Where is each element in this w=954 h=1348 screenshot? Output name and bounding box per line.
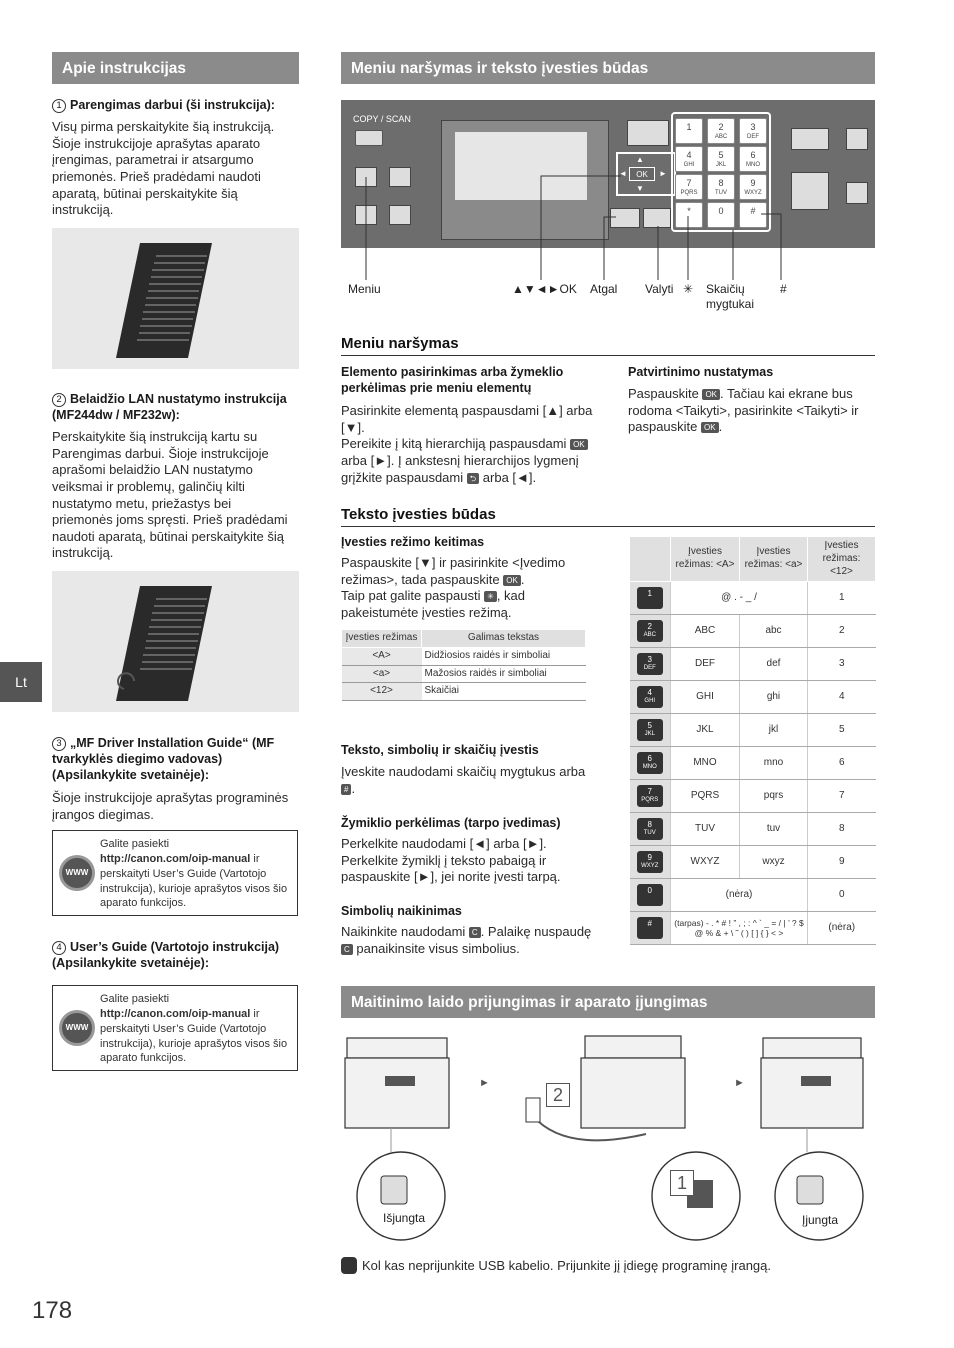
table-cell: mno [740, 747, 808, 780]
ok-button[interactable]: OK [629, 167, 655, 181]
keypad-key[interactable]: 2 ABC [707, 118, 735, 144]
key-icon: 6 MNO [637, 752, 663, 774]
table-cell: <A> [342, 647, 422, 665]
s1-text: Visų pirma perskaitykite šią instrukciją. Šioje instrukcijoje aprašytas aparato įrengimas, parametrai ir atsargumo priemonės. Prieš pradėdami naudoti aparatą, būtinai perskaitykite šią instrukciją. [52, 119, 275, 218]
table-cell: DEF [671, 648, 740, 681]
s2-text: Perskaitykite šią instrukciją kartu su Parengimas darbui. Šioje instrukcijoje aprašomi belaidžio LAN nustatymo veiksmai ir problemų, galinčių kilti nustatymo metu, priežastys bei priemonės joms spręsti. Prieš pradėdami naudoti aparatą, būtinai perskaitykite šią instrukciją. [52, 429, 288, 561]
keypad-key[interactable]: # [739, 202, 767, 228]
s1-number: 1 [52, 99, 66, 113]
table-cell: 2 [808, 615, 876, 648]
keypad-key[interactable]: 6 MNO [739, 146, 767, 172]
label-arrows: ▲▼◄►OK [512, 282, 577, 296]
star-key-icon: ✳ [484, 591, 497, 602]
up-arrow-icon[interactable]: ▲ [636, 155, 644, 164]
key-cell [630, 879, 671, 912]
table-row [630, 615, 876, 648]
table-cell: 8 [808, 813, 876, 846]
copy-scan-label: COPY / SCAN [353, 114, 411, 124]
keypad-key[interactable]: 9 WXYZ [739, 174, 767, 200]
key-icon: 5 JKL [637, 719, 663, 741]
booklet-image-2 [52, 571, 299, 712]
table-row [630, 747, 876, 780]
hash-key-icon: # [341, 784, 351, 795]
label-star: ✳ [683, 282, 694, 296]
table-row [630, 780, 876, 813]
key-icon: 3 DEF [637, 653, 663, 675]
key-cell [630, 648, 671, 681]
table-cell: <a> [342, 665, 422, 683]
next-arrow-icon: ► [479, 1077, 490, 1089]
menu-nav-title: Meniu naršymas [341, 334, 875, 356]
table-cell: PQRS [671, 780, 740, 813]
key-cell [630, 780, 671, 813]
table-row [630, 813, 876, 846]
caution-hand-icon [341, 1257, 357, 1274]
www-icon: WWW [59, 855, 95, 891]
key-cell [630, 813, 671, 846]
keypad-key[interactable]: 4 GHI [675, 146, 703, 172]
step-2-badge: 2 [546, 1083, 570, 1107]
s1-title: 1 Parengimas darbui (ši instrukcija): [52, 97, 299, 113]
s4-title: 4 User’s Guide (Vartotojo instrukcija) (Apsilankykite svetainėje): [52, 940, 280, 970]
confirm-text: Paspauskite OK . Tačiau kai ekrane bus rodoma <Taikyti>, pasirinkite <Taikyti> ir paspauskite OK . [628, 386, 859, 435]
cursor-text: Perkelkite naudodami [◄] arba [►]. Perkelkite žymiklį į teksto pabaigą ir paspauskite [►], jei norite įvesti tarpą. [341, 836, 561, 885]
manual-link[interactable]: http://canon.com/oip-manual [100, 1007, 251, 1020]
table-row [630, 582, 876, 615]
info-box-1: WWW Galite pasiekti http://canon.com/oip-manual ir perskaityti User’s Guide (Vartotojo instrukcija), kurioje aprašytos visos šio aparato funkcijos. [52, 830, 298, 916]
booklet-image-1 [52, 228, 299, 369]
nav-select-title: Elemento pasirinkimas arba žymeklio perkėlimas prie meniu elementų [341, 365, 564, 395]
key-cell [630, 615, 671, 648]
table-cell: GHI [671, 681, 740, 714]
cursor-title: Žymiklio perkėlimas (tarpo įvedimas) [341, 816, 561, 830]
keypad-key[interactable]: 7 PQRS [675, 174, 703, 200]
key-icon: 8 TUV [637, 818, 663, 840]
table-cell: tuv [740, 813, 808, 846]
table-row [342, 647, 586, 665]
label-numeric-keys: Skaičių mygtukai [706, 282, 755, 312]
table-row [342, 665, 586, 683]
key-cell [630, 714, 671, 747]
power-off-label: Išjungta [383, 1211, 426, 1225]
table-cell: ABC [671, 615, 740, 648]
text-entry-title: Teksto įvesties būdas [341, 505, 875, 527]
table-cell: 7 [808, 780, 876, 813]
table-row [630, 846, 876, 879]
s3-title: 3 „MF Driver Installation Guide“ (MF tvarkyklės diegimo vadovas) (Apsilankykite svetainėje): [52, 736, 275, 782]
input-mode-table: Įvesties režimas Galimas tekstas <A> Didžiosios raidės ir simboliai <a> Mažosios raidės ir simboliai <12> Skaičiai [341, 629, 586, 701]
table-cell: MNO [671, 747, 740, 780]
table-cell: 6 [808, 747, 876, 780]
table-cell: pqrs [740, 780, 808, 813]
key-icon: 0 [637, 884, 663, 906]
right-section-heading: Meniu naršymas ir teksto įvesties būdas [341, 52, 875, 84]
right-arrow-icon[interactable]: ► [659, 169, 667, 178]
back-key-icon: ⮌ [467, 473, 479, 484]
left-section-heading: Apie instrukcijas [52, 52, 299, 84]
page-number: 178 [32, 1297, 73, 1324]
table-cell: def [740, 648, 808, 681]
delete-text: Naikinkite naudodami C . Palaikę nuspaudę C panaikinsite visus simbolius. [341, 924, 592, 956]
key-character-table: Įvesties režimas: <A> Įvesties režimas: <a> Įvesties režimas: <12> 1 @ . - _ / 1 2 ABC ABC abc 2 3 DEF DEF def 3 4 GHI GHI ghi 4 5 JKL JKL jkl 5 6 MNO MNO mno 6 7 PQRS PQRS pqrs 7 8 TUV TUV tuv 8 9 WXYZ WXYZ wxyz 9 0 (nėra) 0 # (tarpas) - . * # ! ” , ; : ^ ` _ = / | ’ ? $ @ % & + \ ˜ ( ) [ ] { } < > (nėra) [629, 536, 876, 945]
keypad-key[interactable]: 8 TUV [707, 174, 735, 200]
label-hash: # [780, 282, 787, 296]
table-cell: Didžiosios raidės ir simboliai [422, 647, 586, 665]
table-cell: 9 [808, 846, 876, 879]
keypad-key[interactable]: * [675, 202, 703, 228]
table-cell: (nėra) [671, 879, 808, 912]
s2-title: 2 Belaidžio LAN nustatymo instrukcija (MF244dw / MF232w): [52, 392, 287, 422]
ok-key-icon: OK [702, 389, 720, 400]
table-cell: (nėra) [808, 912, 876, 945]
label-clear: Valyti [645, 282, 674, 296]
booklet-illustration [52, 571, 299, 712]
table-cell: 4 [808, 681, 876, 714]
key-icon: 4 GHI [637, 686, 663, 708]
s3-text: Šioje instrukcijoje aprašytas programinės įrangos diegimas. [52, 790, 289, 822]
table-cell: 0 [808, 879, 876, 912]
left-arrow-icon[interactable]: ◄ [619, 169, 627, 178]
key-icon: 1 [637, 587, 663, 609]
table-cell: Mažosios raidės ir simboliai [422, 665, 586, 683]
mode-change-title: Įvesties režimo keitimas [341, 535, 485, 549]
table-cell: 1 [808, 582, 876, 615]
clear-key-icon: C [469, 927, 481, 938]
table-cell: abc [740, 615, 808, 648]
keypad-key[interactable]: 3 DEF [739, 118, 767, 144]
callout-lines [341, 100, 875, 290]
ok-key-icon: OK [701, 422, 719, 433]
clear-key-icon: C [341, 944, 353, 955]
table-cell: Skaičiai [422, 683, 586, 701]
keypad-key[interactable]: 1 [675, 118, 703, 144]
keypad-key[interactable]: 0 [707, 202, 735, 228]
power-on-label: Įjungta [802, 1213, 839, 1227]
table-cell: @ . - _ / [671, 582, 808, 615]
mode-change-text: Paspauskite [▼] ir pasirinkite <Įvedimo režimas>, tada paspauskite OK . Taip pat galite paspausti ✳ , kad pakeistumėte įvesties režimą. [341, 555, 566, 620]
usb-note: Kol kas neprijunkite USB kabelio. Prijunkite jį įdiegę programinę įrangą. [362, 1258, 771, 1273]
key-cell [630, 912, 671, 945]
ok-key-icon: OK [570, 439, 588, 450]
table-cell: <12> [342, 683, 422, 701]
nav-select-text: Pasirinkite elementą paspausdami [▲] arba [▼]. Pereikite į kitą hierarchiją paspausdami OK arba [►]. Į ankstesnį hierarchijos lygmenį grįžkite paspausdami ⮌ arba [◄]. [341, 403, 593, 485]
table-cell: TUV [671, 813, 740, 846]
table-row [630, 714, 876, 747]
booklet-illustration [52, 228, 299, 369]
ok-key-icon: OK [503, 575, 521, 586]
table-cell: WXYZ [671, 846, 740, 879]
manual-link[interactable]: http://canon.com/oip-manual [100, 852, 251, 865]
down-arrow-icon[interactable]: ▼ [636, 184, 644, 193]
key-cell [630, 846, 671, 879]
next-arrow-icon: ► [734, 1077, 745, 1089]
table-cell: wxyz [740, 846, 808, 879]
confirm-title: Patvirtinimo nustatymas [628, 365, 774, 379]
table-cell: 3 [808, 648, 876, 681]
table-cell: (tarpas) - . * # ! ” , ; : ^ ` _ = / | ’ ? $ @ % & + \ ˜ ( ) [ ] { } < > [671, 912, 808, 945]
key-cell [630, 681, 671, 714]
key-cell [630, 582, 671, 615]
key-cell [630, 747, 671, 780]
delete-title: Simbolių naikinimas [341, 904, 462, 918]
label-back: Atgal [590, 282, 618, 296]
key-icon: 2 ABC [637, 620, 663, 642]
table-row [630, 648, 876, 681]
key-icon: 9 WXYZ [637, 851, 663, 873]
key-icon: # [637, 917, 663, 939]
table-row [630, 879, 876, 912]
language-tab: Lt [0, 662, 42, 702]
table-row [630, 912, 876, 945]
info-box-2: WWW Galite pasiekti http://canon.com/oip-manual ir perskaityti User’s Guide (Vartotojo instrukcija), kurioje aprašytos visos šio aparato funkcijos. [52, 985, 298, 1071]
power-section-heading: Maitinimo laido prijungimas ir aparato įjungimas [341, 986, 875, 1018]
table-cell: ghi [740, 681, 808, 714]
table-cell: 5 [808, 714, 876, 747]
step-1-badge: 1 [670, 1170, 694, 1196]
table-cell: JKL [671, 714, 740, 747]
label-menu: Meniu [348, 282, 381, 296]
enter-title: Teksto, simbolių ir skaičių įvestis [341, 743, 539, 757]
enter-text: Įveskite naudodami skaičių mygtukus arba # . [341, 764, 586, 796]
www-icon: WWW [59, 1010, 95, 1046]
keypad-key[interactable]: 5 JKL [707, 146, 735, 172]
table-row [342, 683, 586, 701]
table-row [630, 681, 876, 714]
table-cell: jkl [740, 714, 808, 747]
key-icon: 7 PQRS [637, 785, 663, 807]
